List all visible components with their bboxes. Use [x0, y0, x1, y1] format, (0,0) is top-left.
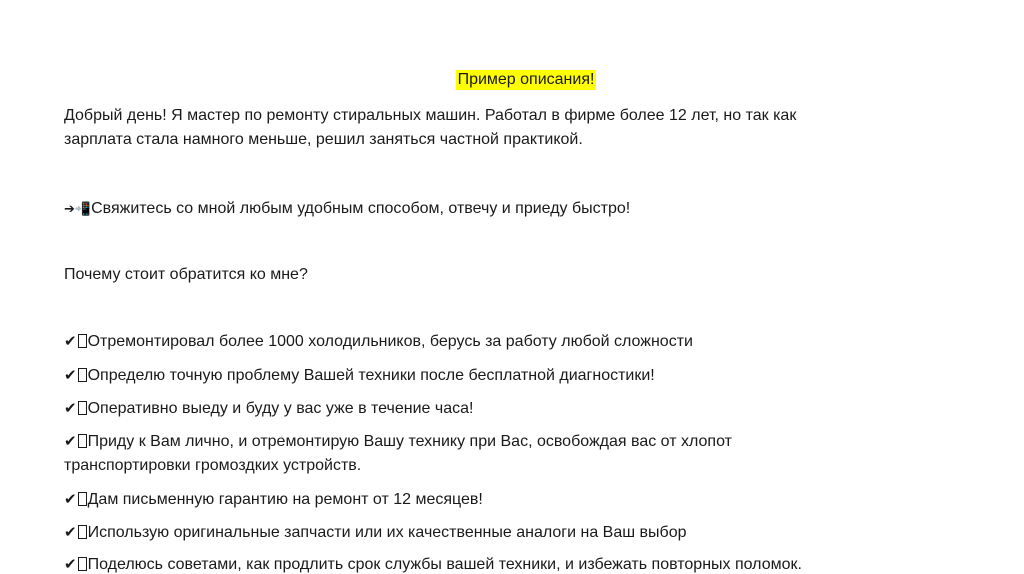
- benefit-item: [64, 552, 944, 574]
- benefit-item: [64, 363, 944, 388]
- missing-glyph-box-icon: [78, 557, 87, 571]
- missing-glyph-box-icon: [78, 434, 87, 448]
- benefit-item: [64, 487, 944, 512]
- missing-glyph-box-icon: [78, 492, 87, 506]
- benefit-text: Оперативно выеду и буду у вас уже в течение часа!: [87, 400, 474, 417]
- benefit-item: [64, 429, 944, 478]
- title-container: [0, 70, 1024, 90]
- checkmark-icon: ✔: [64, 332, 77, 350]
- benefit-text: Отремонтировал более 1000 холодильников, берусь за работу любой сложности: [87, 333, 693, 350]
- contact-text: Свяжитесь со мной любым удобным способом, отвечу и приеду быстро!: [91, 200, 631, 217]
- intro-paragraph: [64, 104, 944, 152]
- checkmark-icon: ✔: [64, 432, 77, 450]
- checkmark-icon: ✔: [64, 555, 77, 573]
- missing-glyph-box-icon: [78, 401, 87, 415]
- missing-glyph-box-icon: [78, 525, 87, 539]
- why-heading: Почему стоит обратится ко мне?: [64, 266, 308, 283]
- page-title: Пример описания!: [457, 71, 595, 88]
- benefit-text: Поделюсь советами, как продлить срок службы вашей техники, и избежать повторных поломок.: [87, 556, 802, 573]
- arrow-phone-icon: ➔📲: [64, 202, 92, 217]
- checkmark-icon: ✔: [64, 490, 77, 508]
- missing-glyph-box-icon: [78, 334, 87, 348]
- benefit-item: [64, 329, 944, 354]
- intro-line-2: зарплата стала намного меньше, решил заняться частной практикой.: [64, 131, 583, 148]
- benefit-item: [64, 520, 944, 545]
- contact-line: [64, 197, 944, 222]
- checkmark-icon: ✔: [64, 366, 77, 384]
- checkmark-icon: ✔: [64, 523, 77, 541]
- benefit-text: Приду к Вам лично, и отремонтирую Вашу технику при Вас, освобождая вас от хлопот: [87, 433, 732, 450]
- checkmark-icon: ✔: [64, 399, 77, 417]
- missing-glyph-box-icon: [78, 368, 87, 382]
- benefit-item: [64, 396, 944, 421]
- intro-line-1: Добрый день! Я мастер по ремонту стиральных машин. Работал в фирме более 12 лет, но так как: [64, 107, 797, 124]
- benefit-text-continued: транспортировки громоздких устройств.: [64, 457, 362, 474]
- benefit-text: Определю точную проблему Вашей техники после бесплатной диагностики!: [87, 367, 655, 384]
- benefit-text: Дам письменную гарантию на ремонт от 12 месяцев!: [87, 491, 483, 508]
- benefit-text: Использую оригинальные запчасти или их качественные аналоги на Ваш выбор: [87, 524, 687, 541]
